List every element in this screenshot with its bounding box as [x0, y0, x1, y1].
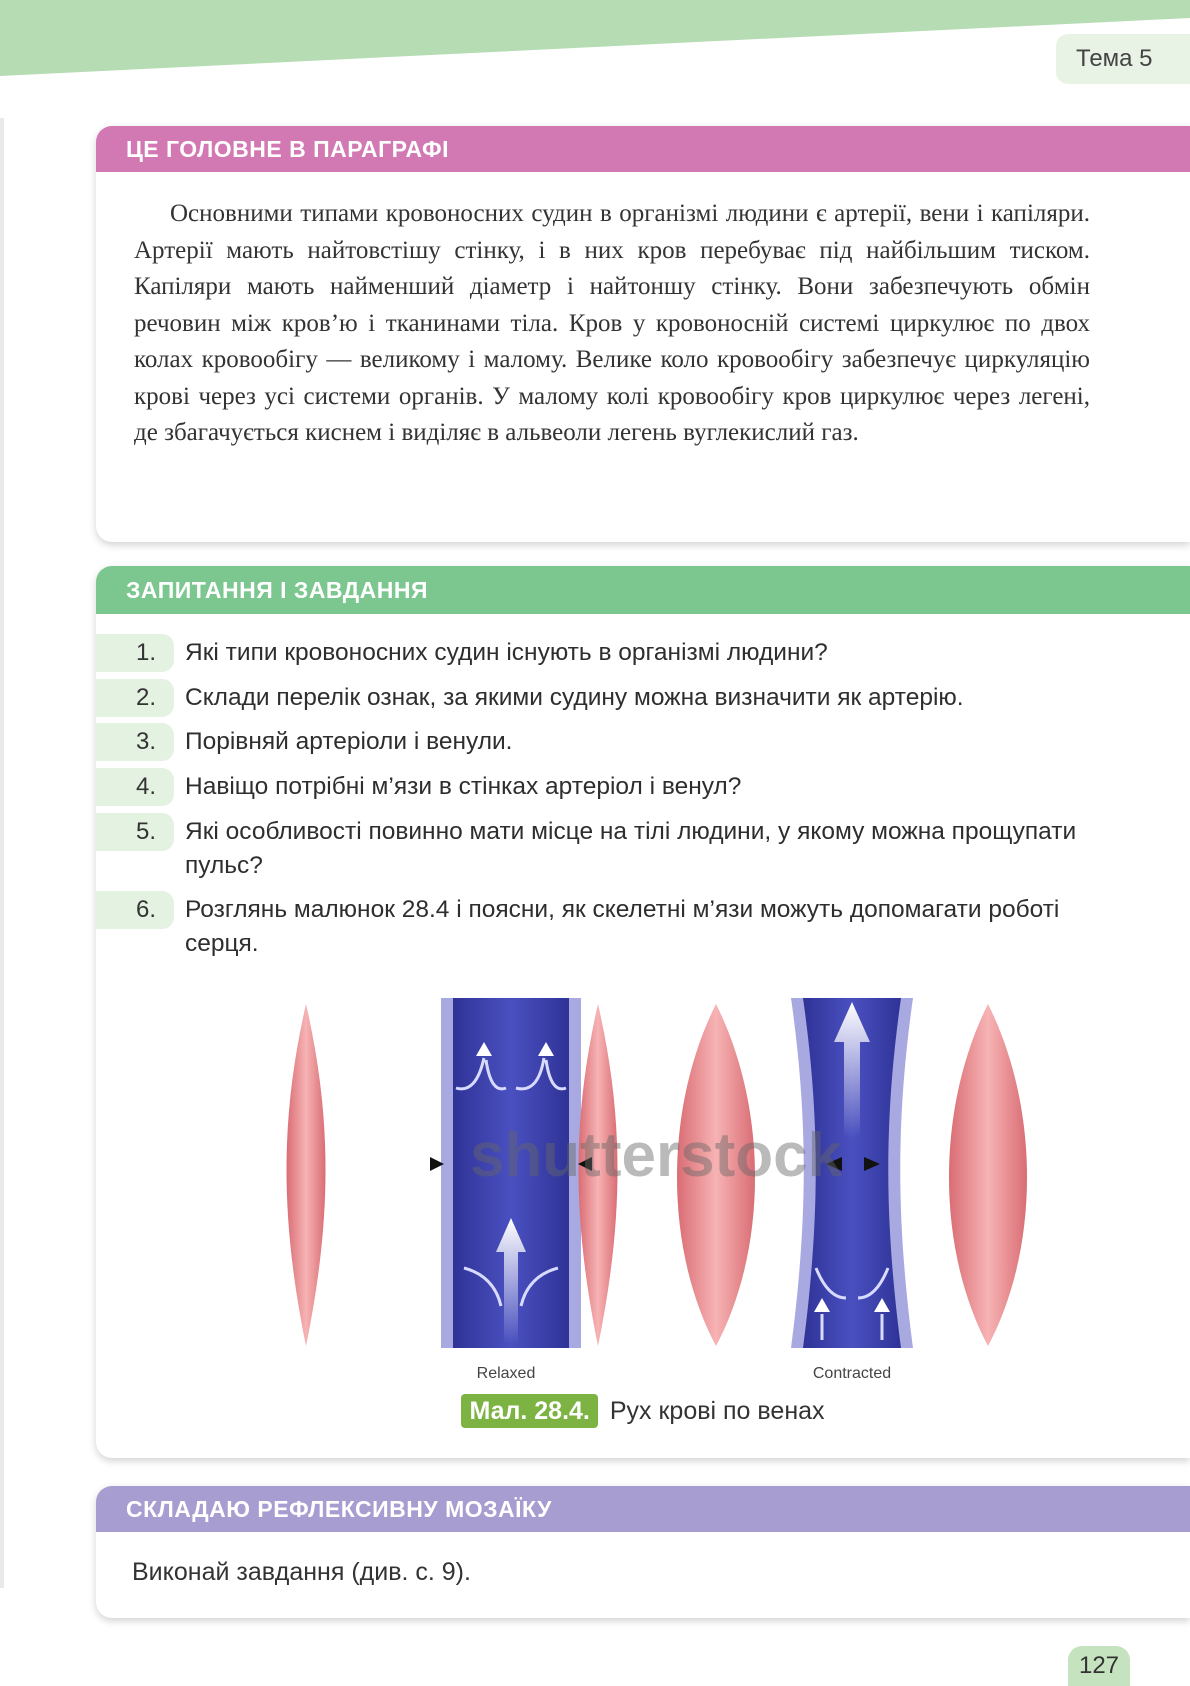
question-text: Навіщо потрібні м’язи в стінках артеріол і венул?: [185, 773, 742, 800]
relaxed-diagram: [287, 998, 618, 1382]
question-text: Порівняй артеріоли і венули.: [185, 728, 513, 755]
mosaic-card: [96, 1486, 1190, 1618]
question-number: 6.: [96, 891, 174, 929]
topic-label: Тема 5: [1076, 45, 1153, 72]
question-number: 4.: [96, 768, 174, 806]
page-number: 127: [1068, 1646, 1130, 1686]
question-text: Які типи кровоносних судин існують в організмі людини?: [185, 639, 828, 666]
question-text: Які особливості повинно мати місце на тілі людини, у якому можна прощупати пульс?: [185, 818, 1077, 879]
label-relaxed: Relaxed: [476, 1365, 536, 1382]
label-contracted: Contracted: [812, 1365, 892, 1382]
top-green-band: [0, 0, 1190, 80]
question-number: 2.: [96, 679, 174, 717]
left-margin-rule: [0, 118, 4, 1588]
muscle-left: [287, 1004, 326, 1346]
contracted-diagram: [677, 998, 1027, 1382]
watermark: shutterstock: [469, 1121, 843, 1190]
vein-illustration: [276, 998, 1016, 1382]
question-text: Склади перелік ознак, за якими судину можна визначити як артерію.: [185, 684, 964, 711]
questions-card: [96, 566, 1190, 1458]
summary-text: Основними типами кровоносних судин в організмі людини є артерії, вени і капіляри. Артерії мають найтовстішу стінку, і в них кров перебуває під найбільшим тиском. Капіляри мають найменший діаметр і найтоншу стінку. Вони забезпечують обмін речовин між кров’ю і тканинами тіла. Кров у кровоносній системі циркулює по двох колах кровообігу — великому і малому. Велике коло кровообігу забезпечує циркуляцію крові через усі системи органів. У малому колі кровообігу кров циркулює через легені, де збагачується киснем і виділяє в альвеоли легень вуглекислий газ.: [134, 200, 1090, 446]
figure-caption: [96, 1394, 1190, 1428]
question-number: 1.: [96, 634, 174, 672]
summary-header: ЦЕ ГОЛОВНЕ В ПАРАГРАФІ: [96, 126, 1190, 172]
questions-header: ЗАПИТАННЯ І ЗАВДАННЯ: [96, 566, 1190, 614]
question-number: 5.: [96, 813, 174, 851]
topic-tab: [1056, 34, 1190, 84]
muscle-right: [949, 1004, 1027, 1346]
caption-badge: Мал. 28.4.: [461, 1394, 597, 1428]
mosaic-text: Виконай завдання (див. с. 9).: [132, 1558, 471, 1586]
mosaic-header: СКЛАДАЮ РЕФЛЕКСИВНУ МОЗАЇКУ: [96, 1486, 1190, 1532]
question-text: Розглянь малюнок 28.4 і поясни, як скелетні м’язи можуть допомагати роботі серця.: [185, 896, 1060, 957]
caption-text: Рух крові по венах: [609, 1397, 825, 1425]
question-number: 3.: [96, 723, 174, 761]
summary-card: [96, 126, 1190, 542]
